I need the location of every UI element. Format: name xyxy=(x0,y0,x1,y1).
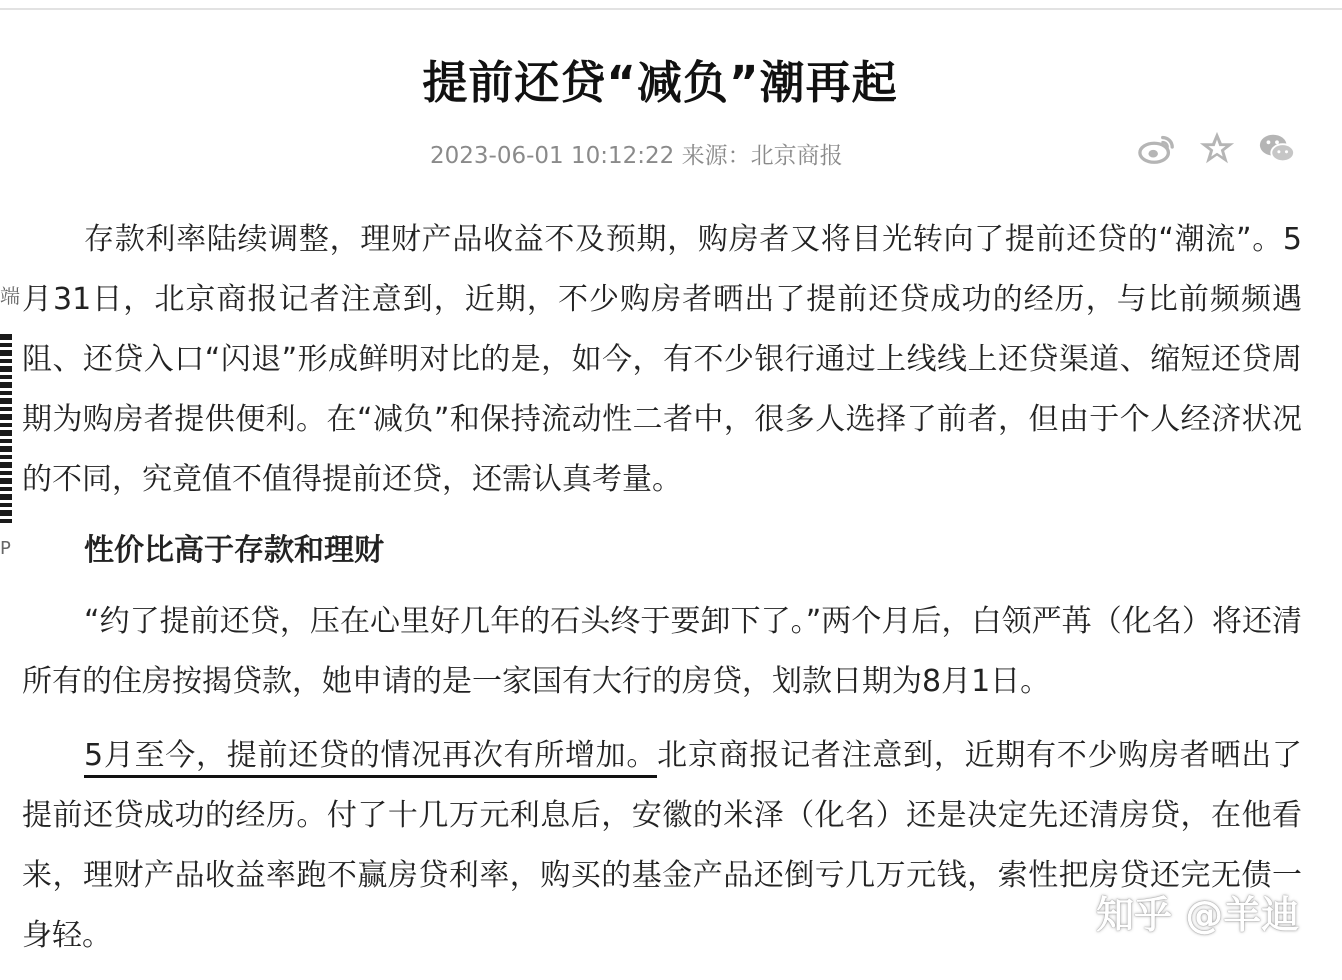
top-divider xyxy=(0,8,1342,10)
qr-code-fragment xyxy=(0,334,12,524)
article-title: 提前还贷“减负”潮再起 xyxy=(422,56,898,109)
left-edge-fragment xyxy=(0,270,20,570)
article-body xyxy=(22,210,1302,980)
zhihu-watermark: 知乎 @羊迪 xyxy=(1096,893,1300,937)
share-bar xyxy=(1138,128,1296,168)
left-edge-glyph-bottom: P xyxy=(0,538,11,559)
paragraph-increase-rest: 北京商报记者注意到，近期有不少购房者晒出了提前还贷成功的经历。付了十几万元利息后，安徽的米泽（化名）还是决定先还清房贷，在他看来，理财产品收益率跑不赢房贷利率，购买的基金产品还倒亏几万元钱，索性把房贷还完无债一身轻。 xyxy=(22,738,1302,953)
article-meta: 2023-06-01 10:12:22 来源：北京商报 xyxy=(430,143,843,169)
wechat-icon[interactable] xyxy=(1258,128,1296,168)
underlined-highlight: 5月至今，提前还贷的情况再次有所增加。 xyxy=(84,738,657,778)
favorite-star-icon[interactable] xyxy=(1198,128,1236,168)
section-heading: 性价比高于存款和理财 xyxy=(84,533,384,568)
weibo-icon[interactable] xyxy=(1138,128,1176,168)
paragraph-quote: “约了提前还贷，压在心里好几年的石头终于要卸下了。”两个月后，白领严苒（化名）将还清所有的住房按揭贷款，她申请的是一家国有大行的房贷，划款日期为8月1日。 xyxy=(22,604,1302,699)
paragraph-intro: 存款利率陆续调整，理财产品收益不及预期，购房者又将目光转向了提前还贷的“潮流”。5月31日，北京商报记者注意到，近期，不少购房者晒出了提前还贷成功的经历，与比前频频遇阻、还贷入口“闪退”形成鲜明对比的是，如今，有不少银行通过上线线上还贷渠道、缩短还贷周期为购房者提供便利。在“减负”和保持流动性二者中，很多人选择了前者，但由于个人经济状况的不同，究竟值不值得提前还贷，还需认真考量。 xyxy=(22,222,1302,497)
left-edge-glyph-top: 端 xyxy=(0,284,20,308)
